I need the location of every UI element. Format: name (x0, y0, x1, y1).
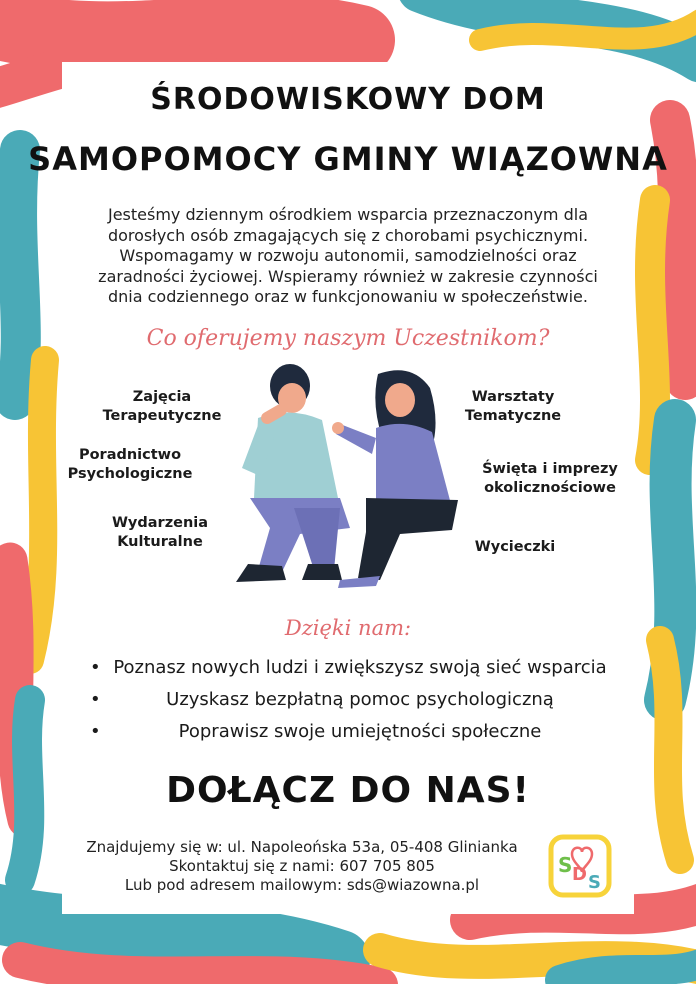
intro-line: Wspomagamy w rozwoju autonomii, samodzielności oraz (119, 246, 577, 265)
offer-line: Warsztaty (471, 389, 555, 405)
contact-phone[interactable]: Skontaktuj się z nami: 607 705 805 (169, 857, 435, 875)
title-line-2: SAMOPOMOCY GMINY WIĄZOWNA (28, 140, 668, 178)
offer-line: Święta i imprezy (482, 461, 618, 477)
svg-text:D: D (572, 864, 587, 885)
benefits-list (90, 652, 630, 748)
offer-line: Psychologiczne (67, 466, 193, 482)
offer-item-right-2 (470, 460, 630, 498)
list-item (90, 652, 630, 684)
offer-line: Tematyczne (464, 408, 562, 424)
woman-figure (332, 370, 458, 588)
bullet-icon: • (90, 721, 101, 742)
contact-info (62, 838, 542, 895)
offer-line: Poradnictwo (78, 447, 182, 463)
benefit-text: Uzyskasz bezpłatną pomoc psychologiczną (166, 689, 554, 710)
benefits-heading: Dzięki nam: (284, 616, 412, 640)
offer-item-left-2 (60, 446, 200, 484)
offer-heading: Co oferujemy naszym Uczestnikom? (146, 326, 550, 351)
offer-line: Wycieczki (474, 539, 556, 555)
intro-line: zaradności życiowej. Wspieramy również w zakresie czynności (98, 266, 598, 286)
support-illustration (190, 358, 490, 594)
offer-line: Kulturalne (117, 534, 203, 550)
intro-paragraph (70, 205, 626, 308)
sds-logo-icon (548, 834, 612, 898)
svg-text:S: S (558, 853, 573, 877)
list-item (90, 684, 630, 716)
man-figure (236, 364, 350, 582)
bullet-icon: • (90, 657, 101, 678)
offer-line: Terapeutyczne (102, 408, 222, 424)
benefit-text: Poprawisz swoje umiejętności społeczne (178, 721, 542, 742)
list-item (90, 716, 630, 748)
offer-line: Zajęcia (132, 389, 192, 405)
benefit-text: Poznasz nowych ludzi i zwiększysz swoją sieć wsparcia (113, 657, 607, 678)
title-line-1: ŚRODOWISKOWY DOM (150, 82, 546, 117)
intro-line: dorosłych osób zmagających się z chorobami psychicznymi. (107, 225, 589, 245)
offer-line: okolicznościowe (484, 480, 616, 496)
svg-text:S: S (588, 872, 601, 893)
bullet-icon: • (90, 689, 101, 710)
contact-address: Znajdujemy się w: ul. Napoleońska 53a, 05-408 Glinianka (86, 838, 518, 856)
intro-line: Jesteśmy dziennym ośrodkiem wsparcia przeznaczonym dla (107, 205, 588, 224)
contact-email[interactable]: Lub pod adresem mailowym: sds@wiazowna.pl (124, 876, 480, 894)
offer-line: Wydarzenia (111, 515, 209, 531)
call-to-action: DOŁĄCZ DO NAS! (166, 770, 530, 811)
intro-line: dnia codziennego oraz w funkcjonowaniu w społeczeństwie. (108, 287, 588, 306)
